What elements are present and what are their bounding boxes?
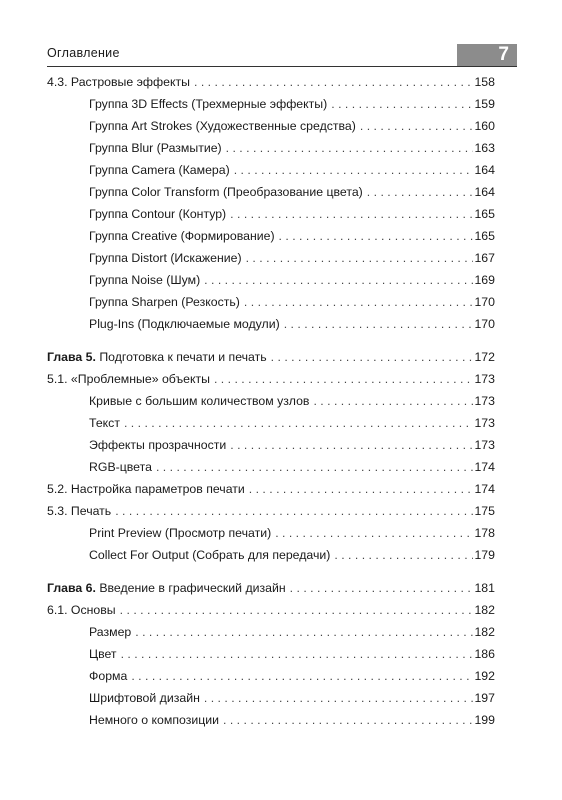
toc-page-number: 167 [474,251,495,265]
toc-subsection-entry[interactable] [47,643,495,665]
toc-page-number: 173 [474,372,495,386]
dot-leader [152,456,473,478]
toc-page-number: 197 [474,691,495,705]
toc-entry-label: Форма [89,669,128,683]
dot-leader [356,115,473,137]
toc-entry-label: 5.1. «Проблемные» объекты [47,372,210,386]
toc-entry-title [47,71,190,93]
dot-leader [127,665,473,687]
toc-subsection-entry[interactable] [47,137,495,159]
toc-entry-label: Текст [89,416,120,430]
toc-entry-title [89,665,127,687]
toc-entry-label: RGB-цвета [89,460,152,474]
toc-page-number: 170 [474,295,495,309]
toc-entry-label: 4.3. Растровые эффекты [47,75,190,89]
toc-entry-label: Кривые с большим количеством узлов [89,394,310,408]
toc-entry-title [89,621,131,643]
dot-leader [219,709,473,731]
running-title: Оглавление [47,46,120,60]
toc-entry-label: Немного о композиции [89,713,219,727]
dot-leader [111,500,473,522]
toc-page-number: 182 [474,625,495,639]
toc-page-number: 175 [474,504,495,518]
toc-entry-title [89,115,356,137]
toc-entry-title [89,434,226,456]
toc-entry-title [89,544,330,566]
dot-leader [242,247,473,269]
toc-page-number: 158 [474,75,495,89]
dot-leader [245,478,473,500]
toc-subsection-entry[interactable] [47,522,495,544]
dot-leader [280,313,473,335]
dot-leader [117,643,473,665]
dot-leader [230,159,473,181]
toc-page-number: 178 [474,526,495,540]
toc-entry-label: 5.3. Печать [47,504,112,518]
toc-section-entry[interactable] [47,500,495,522]
toc-entry-label: Эффекты прозрачности [89,438,227,452]
dot-leader [309,390,473,412]
toc-entry-title [89,137,222,159]
dot-leader [190,71,473,93]
toc-entry-title [89,159,230,181]
toc-entry-title [47,368,210,390]
toc-page-number: 172 [474,350,495,364]
toc-entry-label: Шрифтовой дизайн [89,691,200,705]
toc-entry-title [89,269,200,291]
toc-chapter-entry[interactable] [47,346,495,368]
toc-entry-title [89,291,240,313]
toc-chapter-entry[interactable] [47,577,495,599]
toc-page-number: 164 [474,185,495,199]
dot-leader [327,93,473,115]
toc-entry-title [89,93,327,115]
toc-subsection-entry[interactable] [47,247,495,269]
toc-chapter-number: Глава 5. [47,350,96,364]
dot-leader [131,621,473,643]
toc-page-number: 165 [474,229,495,243]
toc-entry-label: Print Preview (Просмотр печати) [89,526,272,540]
dot-leader [116,599,473,621]
toc-page-number: 181 [474,581,495,595]
toc-subsection-entry[interactable] [47,390,495,412]
dot-leader [275,225,473,247]
toc-subsection-entry[interactable] [47,181,495,203]
toc-entry-label: Группа Sharpen (Резкость) [89,295,240,309]
toc-entry-label: Группа Camera (Камера) [89,163,230,177]
toc-entry-title [47,599,116,621]
dot-leader [330,544,473,566]
toc-subsection-entry[interactable] [47,313,495,335]
toc-entry-title [47,577,286,599]
toc-entry-label: Размер [89,625,132,639]
toc-entry-label: Введение в графический дизайн [95,581,286,595]
toc-entry-title [89,390,309,412]
dot-leader [271,522,473,544]
dot-leader [226,203,473,225]
toc-subsection-entry[interactable] [47,159,495,181]
toc-entry-title [47,346,267,368]
toc-entry-label: Группа Art Strokes (Художественные средства) [89,119,356,133]
running-header [47,44,517,67]
toc-page-number: 173 [474,394,495,408]
toc-entry-label: 5.2. Настройка параметров печати [47,482,245,496]
toc-page-number: 165 [474,207,495,221]
toc-section-entry[interactable] [47,599,495,621]
toc-entry-label: Группа Distort (Искажение) [89,251,242,265]
toc-entry-title [89,181,363,203]
toc-entry-title [89,313,280,335]
toc-subsection-entry[interactable] [47,544,495,566]
dot-leader [200,269,473,291]
toc-entry-label: Группа Color Transform (Преобразование цвета) [89,185,363,199]
toc-subsection-entry[interactable] [47,93,495,115]
toc-entry-title [89,643,117,665]
dot-leader [200,687,473,709]
toc-entry-label: Collect For Output (Собрать для передачи) [89,548,331,562]
toc-subsection-entry[interactable] [47,225,495,247]
toc-entry-label: Цвет [89,647,117,661]
toc-entry-title [89,687,200,709]
dot-leader [267,346,473,368]
toc-page-number: 173 [474,416,495,430]
toc-entry-label: Подготовка к печати и печать [95,350,267,364]
toc-subsection-entry[interactable] [47,434,495,456]
toc-subsection-entry[interactable] [47,291,495,313]
toc-subsection-entry[interactable] [47,687,495,709]
toc-entry-label: Группа Creative (Формирование) [89,229,275,243]
dot-leader [222,137,473,159]
toc-page-number: 192 [474,669,495,683]
toc-subsection-entry[interactable] [47,621,495,643]
toc-entry-title [89,225,275,247]
toc-subsection-entry[interactable] [47,456,495,478]
table-of-contents [47,71,495,731]
toc-entry-title [89,412,120,434]
toc-subsection-entry[interactable] [47,203,495,225]
toc-page-number: 160 [474,119,495,133]
toc-section-entry[interactable] [47,478,495,500]
toc-entry-title [89,709,219,731]
dot-leader [240,291,473,313]
dot-leader [120,412,473,434]
toc-chapter-number: Глава 6. [47,581,96,595]
toc-page-number: 173 [474,438,495,452]
toc-subsection-entry[interactable] [47,709,495,731]
toc-page-number: 199 [474,713,495,727]
toc-subsection-entry[interactable] [47,269,495,291]
toc-entry-title [89,522,271,544]
toc-entry-label: 6.1. Основы [47,603,116,617]
toc-entry-title [47,478,245,500]
toc-page-number: 174 [474,482,495,496]
dot-leader [226,434,473,456]
toc-subsection-entry[interactable] [47,115,495,137]
toc-page-number: 164 [474,163,495,177]
toc-subsection-entry[interactable] [47,665,495,687]
toc-page-number: 159 [474,97,495,111]
toc-page-number: 186 [474,647,495,661]
toc-entry-label: Группа Blur (Размытие) [89,141,222,155]
toc-page-number: 182 [474,603,495,617]
toc-entry-label: Plug-Ins (Подключаемые модули) [89,317,280,331]
toc-entry-title [89,247,242,269]
toc-page-number: 179 [474,548,495,562]
toc-section-entry[interactable] [47,368,495,390]
toc-page-number: 163 [474,141,495,155]
toc-entry-label: Группа 3D Effects (Трехмерные эффекты) [89,97,328,111]
toc-entry-title [89,203,226,225]
toc-entry-title [47,500,111,522]
toc-section-entry[interactable] [47,71,495,93]
toc-subsection-entry[interactable] [47,412,495,434]
toc-entry-title [89,456,152,478]
dot-leader [286,577,473,599]
toc-page-number: 169 [474,273,495,287]
page-number-badge: 7 [457,44,517,66]
dot-leader [210,368,473,390]
toc-page-number: 174 [474,460,495,474]
toc-entry-label: Группа Contour (Контур) [89,207,227,221]
toc-entry-label: Группа Noise (Шум) [89,273,201,287]
dot-leader [363,181,473,203]
toc-page-number: 170 [474,317,495,331]
